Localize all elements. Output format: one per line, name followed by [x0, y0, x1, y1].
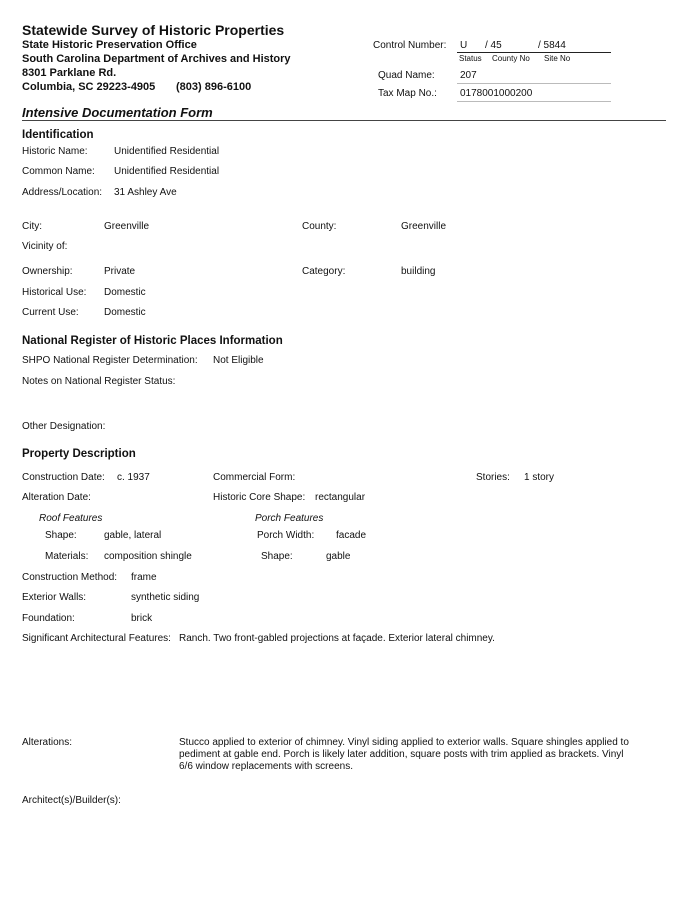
historical-use-value: Domestic: [104, 287, 146, 298]
common-name-value: Unidentified Residential: [114, 166, 220, 177]
roof-materials-label: Materials:: [45, 551, 89, 562]
current-use-value: Domestic: [104, 307, 146, 318]
tax-map-value: 0178001000200: [460, 88, 533, 99]
construction-date-label: Construction Date:: [22, 472, 105, 483]
identification-heading: Identification: [22, 129, 94, 141]
exterior-walls-value: synthetic siding: [131, 592, 200, 603]
form-title: Intensive Documentation Form: [22, 105, 213, 120]
architect-builder-label: Architect(s)/Builder(s):: [22, 795, 121, 806]
shpo-determination-label: SHPO National Register Determination:: [22, 355, 198, 366]
exterior-walls-label: Exterior Walls:: [22, 592, 87, 603]
roof-shape-label: Shape:: [45, 530, 77, 541]
significant-features-value: Ranch. Two front-gabled projections at façade. Exterior lateral chimney.: [179, 633, 495, 644]
historic-name-label: Historic Name:: [22, 146, 88, 157]
survey-title: Statewide Survey of Historic Properties: [22, 22, 285, 38]
common-name-label: Common Name:: [22, 166, 95, 177]
control-sub-county: County No: [492, 54, 530, 63]
nr-notes-label: Notes on National Register Status:: [22, 376, 176, 387]
porch-width-value: facade: [336, 530, 367, 541]
construction-method-value: frame: [131, 572, 157, 583]
foundation-value: brick: [131, 613, 153, 624]
county-value: Greenville: [401, 221, 447, 232]
vicinity-label: Vicinity of:: [22, 241, 68, 252]
historic-name-value: Unidentified Residential: [114, 146, 220, 157]
shpo-determination-value: Not Eligible: [213, 355, 264, 366]
quad-underline: [457, 83, 611, 84]
porch-shape-value: gable: [326, 551, 351, 562]
category-label: Category:: [302, 266, 346, 277]
control-status-value: U: [460, 40, 468, 51]
control-number-label: Control Number:: [373, 40, 447, 51]
county-label: County:: [302, 221, 337, 232]
form-title-rule: [22, 120, 666, 121]
roof-shape-value: gable, lateral: [104, 530, 162, 541]
control-sub-site: Site No: [544, 54, 571, 63]
construction-method-label: Construction Method:: [22, 572, 118, 583]
commercial-form-label: Commercial Form:: [213, 472, 296, 483]
porch-width-label: Porch Width:: [257, 530, 315, 541]
office-phone: (803) 896-6100: [176, 81, 252, 93]
control-sub-status: Status: [459, 54, 482, 63]
porch-features-heading: Porch Features: [255, 513, 324, 524]
department-name: South Carolina Department of Archives and History: [22, 53, 291, 65]
ownership-value: Private: [104, 266, 136, 277]
roof-features-heading: Roof Features: [39, 513, 103, 524]
city-label: City:: [22, 221, 42, 232]
roof-materials-value: composition shingle: [104, 551, 192, 562]
street-address: 8301 Parklane Rd.: [22, 67, 117, 79]
stories-label: Stories:: [476, 472, 510, 483]
foundation-label: Foundation:: [22, 613, 75, 624]
core-shape-value: rectangular: [315, 492, 366, 503]
city-state-zip: Columbia, SC 29223-4905: [22, 81, 156, 93]
alterations-value: Stucco applied to exterior of chimney. Vinyl siding applied to exterior walls. Square shingles applied to pediment at gable end. Porch is likely later addition, square posts with trim applied as brackets. Vinyl 6/6 window replacements with screens.: [179, 737, 629, 772]
ownership-label: Ownership:: [22, 266, 73, 277]
office-name: State Historic Preservation Office: [22, 39, 197, 51]
property-description-heading: Property Description: [22, 448, 136, 460]
stories-value: 1 story: [524, 472, 555, 483]
city-value: Greenville: [104, 221, 150, 232]
construction-date-value: c. 1937: [117, 472, 150, 483]
control-county-value: / 45: [485, 40, 502, 51]
alteration-date-label: Alteration Date:: [22, 492, 91, 503]
tax-map-underline: [457, 101, 611, 102]
quad-name-value: 207: [460, 70, 477, 81]
control-site-value: / 5844: [538, 40, 566, 51]
current-use-label: Current Use:: [22, 307, 79, 318]
core-shape-label: Historic Core Shape:: [213, 492, 306, 503]
quad-name-label: Quad Name:: [378, 70, 435, 81]
significant-features-label: Significant Architectural Features:: [22, 633, 171, 644]
alterations-label: Alterations:: [22, 737, 73, 748]
control-number-underline: [457, 52, 611, 53]
tax-map-label: Tax Map No.:: [378, 88, 437, 99]
other-designation-label: Other Designation:: [22, 421, 106, 432]
historical-use-label: Historical Use:: [22, 287, 87, 298]
category-value: building: [401, 266, 436, 277]
address-value: 31 Ashley Ave: [114, 187, 177, 198]
address-label: Address/Location:: [22, 187, 103, 198]
porch-shape-label: Shape:: [261, 551, 293, 562]
national-register-heading: National Register of Historic Places Information: [22, 335, 283, 347]
